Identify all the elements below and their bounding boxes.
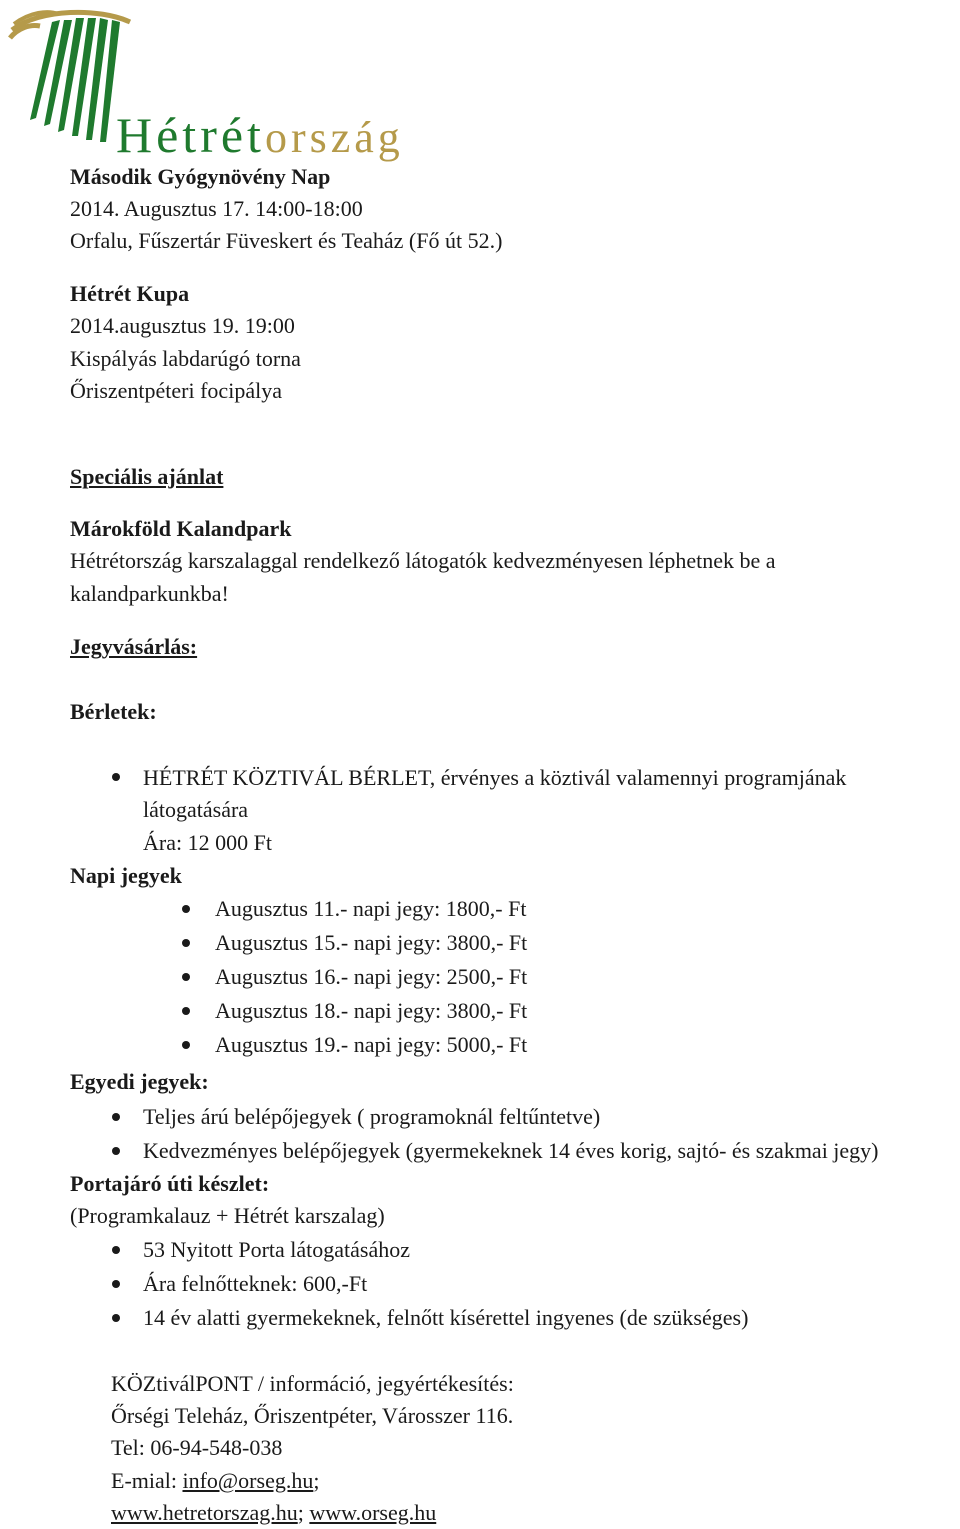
porta-item: 14 év alatti gyermekeknek, felnőtt kísérettel ingyenes (de szükséges)	[143, 1305, 749, 1330]
bullet-icon	[182, 939, 190, 947]
bullet-icon	[112, 773, 120, 781]
hetretorszag-logo	[0, 0, 420, 170]
pass-price: Ára: 12 000 Ft	[143, 830, 272, 855]
porta-sub: (Programkalauz + Hétrét karszalag)	[70, 1203, 385, 1228]
event2-place: Őriszentpéteri focipálya	[70, 378, 282, 403]
email-prefix: E-mial:	[111, 1468, 183, 1493]
event2-date: 2014.augusztus 19. 19:00	[70, 313, 295, 338]
pass-line2: látogatására	[143, 797, 249, 822]
bullet-icon	[182, 1007, 190, 1015]
daily-ticket: Augusztus 11.- napi jegy: 1800,- Ft	[215, 896, 527, 921]
website-link-orseg[interactable]: www.orseg.hu	[309, 1500, 437, 1525]
daily-ticket: Augusztus 18.- napi jegy: 3800,- Ft	[215, 998, 528, 1023]
passes-heading: Bérletek:	[70, 699, 157, 724]
web-separator: ;	[297, 1500, 310, 1525]
bullet-icon	[112, 1314, 120, 1322]
website-link-hetretorszag[interactable]: www.hetretorszag.hu	[111, 1500, 298, 1525]
bullet-icon	[112, 1147, 120, 1155]
daily-ticket: Augusztus 19.- napi jegy: 5000,- Ft	[215, 1032, 528, 1057]
event1-title: Második Gyógynövény Nap	[70, 164, 331, 189]
offer-heading: Speciális ajánlat	[70, 464, 224, 489]
bullet-icon	[182, 1041, 190, 1049]
event2-desc: Kispályás labdarúgó torna	[70, 346, 301, 371]
bullet-icon	[112, 1113, 120, 1121]
contact-phone: Tel: 06-94-548-038	[111, 1435, 283, 1460]
logo-text: Hétrétország	[116, 107, 404, 163]
daily-ticket: Augusztus 15.- napi jegy: 3800,- Ft	[215, 930, 528, 955]
bullet-icon	[182, 905, 190, 913]
single-ticket: Kedvezményes belépőjegyek (gyermekeknek 14 éves korig, sajtó- és szakmai jegy)	[143, 1138, 879, 1163]
pass-line1: HÉTRÉT KÖZTIVÁL BÉRLET, érvényes a köztivál valamennyi programjának	[143, 765, 847, 790]
offer-line2: kalandparkunkba!	[70, 581, 229, 606]
contact-email-line	[111, 1470, 319, 1492]
bullet-icon	[112, 1246, 120, 1254]
porta-item: 53 Nyitott Porta látogatásához	[143, 1237, 410, 1262]
bullet-icon	[112, 1280, 120, 1288]
contact-line1: KÖZtiválPONT / információ, jegyértékesítés:	[111, 1371, 514, 1396]
daily-heading: Napi jegyek	[70, 863, 182, 888]
bullet-icon	[182, 973, 190, 981]
email-suffix: ;	[313, 1468, 320, 1493]
single-ticket: Teljes árú belépőjegyek ( programoknál feltűntetve)	[143, 1104, 601, 1129]
tickets-heading: Jegyvásárlás:	[70, 634, 198, 659]
contact-web-line	[111, 1502, 436, 1524]
event1-place: Orfalu, Fűszertár Füveskert és Teaház (Fő út 52.)	[70, 228, 503, 253]
event2-title: Hétrét Kupa	[70, 281, 190, 306]
event1-date: 2014. Augusztus 17. 14:00-18:00	[70, 196, 363, 221]
daily-ticket: Augusztus 16.- napi jegy: 2500,- Ft	[215, 964, 528, 989]
porta-item: Ára felnőtteknek: 600,-Ft	[143, 1271, 368, 1296]
offer-line1: Hétrétország karszalaggal rendelkező látogatók kedvezményesen léphetnek be a	[70, 548, 776, 573]
email-link[interactable]: info@orseg.hu	[182, 1468, 314, 1493]
contact-address: Őrségi Teleház, Őriszentpéter, Városszer 116.	[111, 1403, 514, 1428]
offer-name: Márokföld Kalandpark	[70, 516, 292, 541]
porta-heading: Portajáró úti készlet:	[70, 1171, 270, 1196]
single-heading: Egyedi jegyek:	[70, 1069, 209, 1094]
